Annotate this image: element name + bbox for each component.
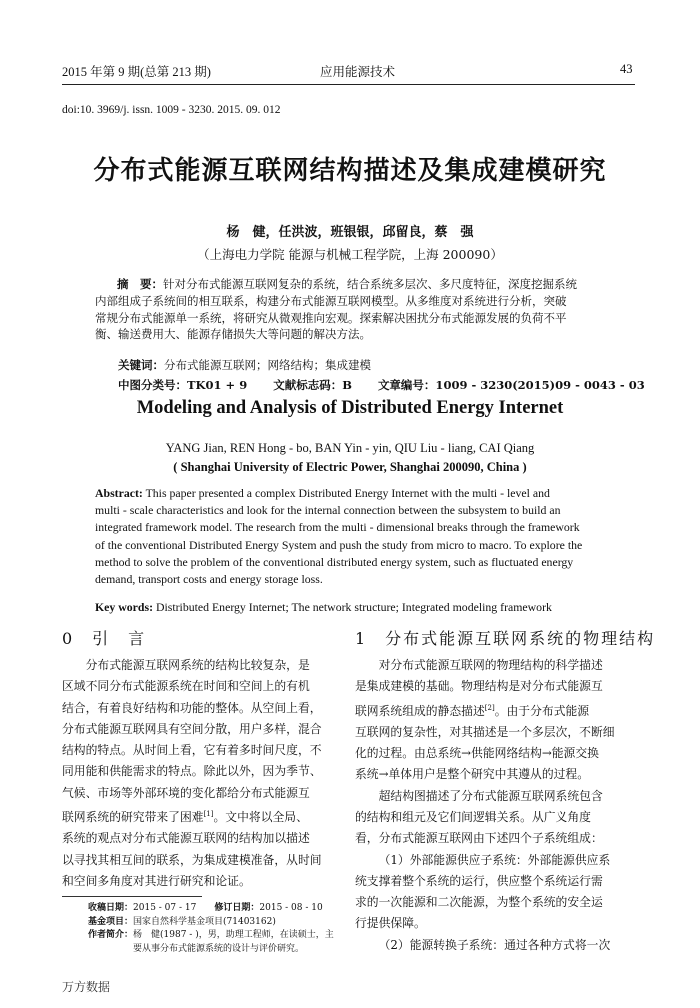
abstract-line: 内部组成子系统间的相互联系，构建分布式能源互联网模型。从多维度对系统进行分析，突破 (95, 293, 567, 308)
keywords-english (95, 600, 613, 615)
body-line: 结合，有着良好结构和功能的整体。从空间上看， (62, 700, 322, 715)
revised-date: 2015 - 08 - 10 (259, 903, 323, 913)
keywords-en-label: Key words: (95, 600, 153, 614)
abstract-en-line: multi - scale characteristics and look for the internal connection between the subsystem to build an (95, 503, 561, 518)
doi: doi:10. 3969/j. issn. 1009 - 3230. 2015. 09. 012 (62, 104, 281, 116)
body-line: 区域不同分布式能源系统在时间和空间上的有机 (62, 679, 310, 694)
keywords-text: 分布式能源互联网；网络结构；集成建模 (164, 358, 371, 372)
authors-english: YANG Jian, REN Hong - bo, BAN Yin - yin, QIU Liu - liang, CAI Qiang (165, 441, 535, 455)
body-text: 。由于分布式能源 (494, 703, 590, 718)
header-rule (62, 84, 635, 85)
received-date: 2015 - 07 - 17 (133, 903, 197, 913)
abstract-en-line: This paper presented a complex Distributed Energy Internet with the multi - level and (142, 486, 550, 500)
author-bio-label: 作者简介： (88, 930, 134, 940)
body-line: 气候、市场等外部环境的变化都给分布式能源互 (62, 785, 310, 800)
page-number: 43 (620, 62, 633, 76)
body-line: 行提供保障。 (355, 916, 426, 931)
abstract-english (95, 485, 613, 588)
footnote (88, 902, 348, 956)
body-text: 联网系统组成的静态描述 (355, 703, 485, 718)
body-line: 分布式能源互联网系统的结构比较复杂，是 (85, 658, 310, 672)
footnote-rule (62, 896, 202, 897)
classification-line (118, 377, 671, 393)
running-header-issue: 2015 年第 9 期(总第 213 期) (62, 65, 211, 79)
affiliation-chinese: （上海电力学院 能源与机械工程学院，上海 200090） (197, 247, 503, 262)
body-line: 化的过程。由总系统→供能网络结构→能源交换 (355, 746, 599, 761)
authors-chinese: 杨 健，任洪波，班银银，邱留良，蔡 强 (226, 225, 474, 240)
abstract-en-line: method to solve the problem of the conventional distributed energy system, such as fluctuated energy (95, 554, 574, 569)
section-heading-physical-structure: 1 分布式能源互联网系统的物理结构 (355, 629, 656, 648)
body-line: 互联网的复杂性，对其描述是一个多层次，不断细 (355, 724, 615, 739)
watermark: 万方数据 (62, 980, 111, 994)
citation-2: [2] (484, 703, 495, 712)
abstract-label: 摘 要： (117, 277, 163, 291)
abstract-line: 衡、输送费用大、能源存储损失大等问题的解决方法。 (95, 327, 371, 342)
citation-1: [1] (203, 810, 214, 819)
body-line: 的结构和组元及它们间逻辑关系。从广义角度 (355, 810, 591, 824)
body-line: 统支撑着整个系统的运行，供应整个系统运行需 (355, 873, 603, 888)
revised-label: 修订日期： (214, 903, 260, 913)
keywords-chinese (118, 357, 371, 373)
abstract-line: 常规分布式能源单一系统，将研究从微观推向宏观。探索解决困扰分布式能源发展的负荷不平 (95, 310, 567, 325)
keywords-en-text: Distributed Energy Internet; The network structure; Integrated modeling framework (153, 600, 552, 614)
received-label: 收稿日期： (88, 903, 134, 913)
body-line: 以寻找其相互间的联系，为集成建模准备，从时间 (62, 852, 322, 867)
document-code: 文献标志码：B (273, 378, 352, 392)
abstract-en-line: of the conventional Distributed Energy System and push the study from micro to macro. To explore the (95, 537, 583, 552)
keywords-label: 关键词： (118, 358, 164, 372)
running-header-journal: 应用能源技术 (320, 65, 396, 79)
body-line: 超结构图描述了分布式能源互联网系统包含 (378, 788, 603, 803)
author-bio-cont: 要从事分布式能源系统的设计与评价研究。 (133, 943, 305, 954)
affiliation-english: ( Shanghai University of Electric Power, Shanghai 200090, China ) (173, 460, 527, 474)
body-line: 看，分布式能源互联网由下述四个子系统组成： (355, 831, 603, 846)
body-line: 和空间多角度对其进行研究和论证。 (62, 873, 251, 888)
author-bio: 杨 健(1987 - )，男，助理工程师，在读硕士，主 (133, 930, 334, 940)
body-line: 求的一次能源和二次能源，为整个系统的安全运 (355, 895, 603, 910)
abstract-chinese (95, 276, 615, 343)
body-text: 。文中将以全局、 (213, 810, 308, 824)
section-heading-introduction: 0 引 言 (62, 629, 147, 648)
body-line-with-citation (355, 698, 635, 722)
abstract-en-label: Abstract: (95, 486, 143, 500)
clc-number: 中图分类号：TK01 + 9 (118, 378, 248, 392)
fund-label: 基金项目： (88, 916, 134, 927)
abstract-en-line: integrated framework model. The research from the multi - dimensional breaks through the framework (95, 520, 580, 535)
abstract-en-line: demand, transport costs and energy storage loss. (95, 572, 323, 587)
body-line: 同用能和供能需求的特点。除此以外，因为季节、 (62, 764, 322, 779)
body-line: 系统→单体用户是整个研究中其遵从的过程。 (355, 767, 590, 782)
title-chinese: 分布式能源互联网结构描述及集成建模研究 (93, 156, 607, 186)
body-line: （2）能源转换子系统：通过各种方式将一次 (378, 937, 611, 952)
title-english: Modeling and Analysis of Distributed Energy Internet (136, 398, 564, 418)
body-line: （1）外部能源供应子系统：外部能源供应系 (378, 852, 611, 867)
body-line: 是集成建模的基础。物理结构是对分布式能源互 (355, 679, 603, 694)
left-column (62, 655, 342, 892)
body-text: 联网系统的研究带来了困难 (62, 810, 204, 824)
body-line: 分布式能源互联网具有空间分散，用户多样，混合 (62, 721, 322, 736)
body-line: 结构的特点。从时间上看，它有着多时间尺度，不 (62, 743, 322, 758)
article-number: 文章编号：1009 - 3230(2015)09 - 0043 - 03 (377, 378, 645, 392)
body-line: 系统的观点对分布式能源互联网的结构加以描述 (62, 831, 310, 846)
abstract-line: 针对分布式能源互联网复杂的系统，结合系统多层次、多尺度特征，深度挖掘系统 (163, 277, 577, 291)
body-line: 对分布式能源互联网的物理结构的科学描述 (378, 658, 603, 672)
right-column (355, 655, 635, 956)
fund-text: 国家自然科学基金项目(71403162) (133, 916, 276, 927)
body-line-with-citation (62, 804, 342, 828)
